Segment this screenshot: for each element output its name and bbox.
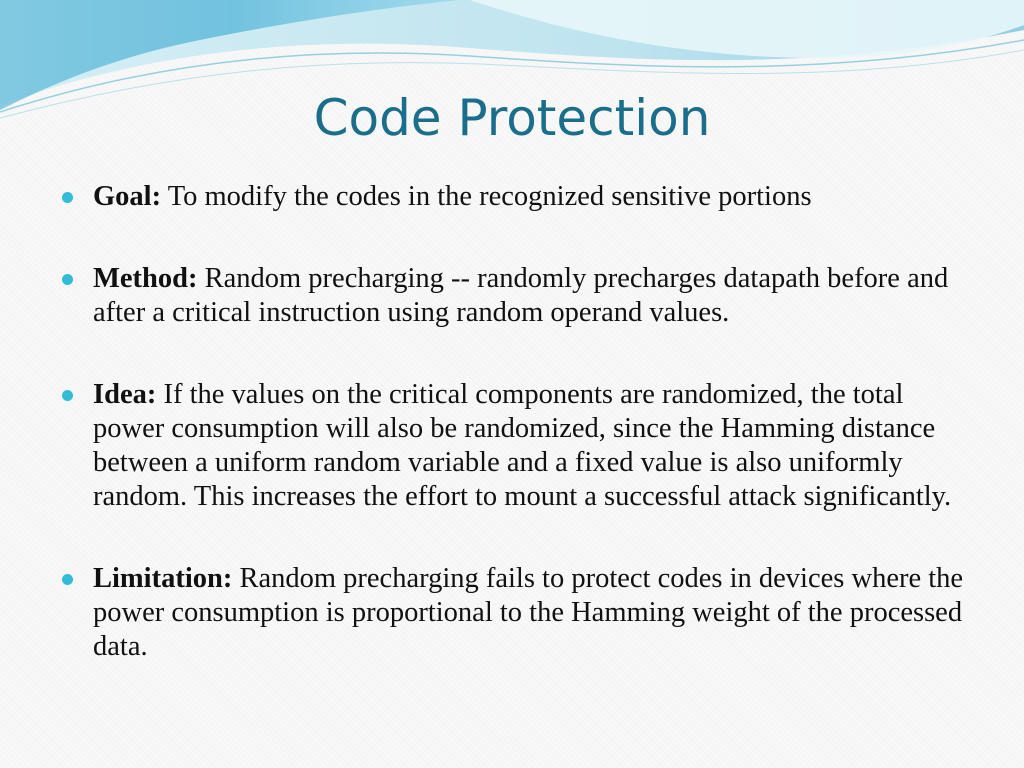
bullet-dot-icon — [62, 574, 73, 585]
bullet-text: Random precharging fails to protect codes in devices where the power consumption is proportional to the Hamming weight of the processed data. — [93, 563, 964, 662]
bullet-goal — [60, 180, 980, 214]
bullet-term: Idea: — [93, 379, 157, 410]
bullet-method — [60, 262, 980, 330]
bullet-idea — [60, 378, 980, 514]
bullet-list — [60, 180, 980, 664]
bullet-term: Goal: — [93, 181, 162, 212]
bullet-text: To modify the codes in the recognized sensitive portions — [167, 181, 812, 212]
bullet-text: If the values on the critical components are randomized, the total power consumption will also be randomized, since the Hamming distance between a uniform random variable and a fixed value is also uniformly random. This increases the effort to mount a successful attack significantly. — [93, 379, 952, 512]
slide-title: Code Protection — [313, 89, 711, 147]
bullet-dot-icon — [62, 390, 73, 401]
bullet-term: Method: — [93, 263, 198, 294]
bullet-dot-icon — [62, 274, 73, 285]
bullet-term: Limitation: — [93, 563, 233, 594]
bullet-limitation — [60, 562, 980, 664]
bullet-text: Random precharging -- randomly precharges datapath before and after a critical instruction using random operand values. — [93, 263, 949, 328]
bullet-dot-icon — [62, 192, 73, 203]
